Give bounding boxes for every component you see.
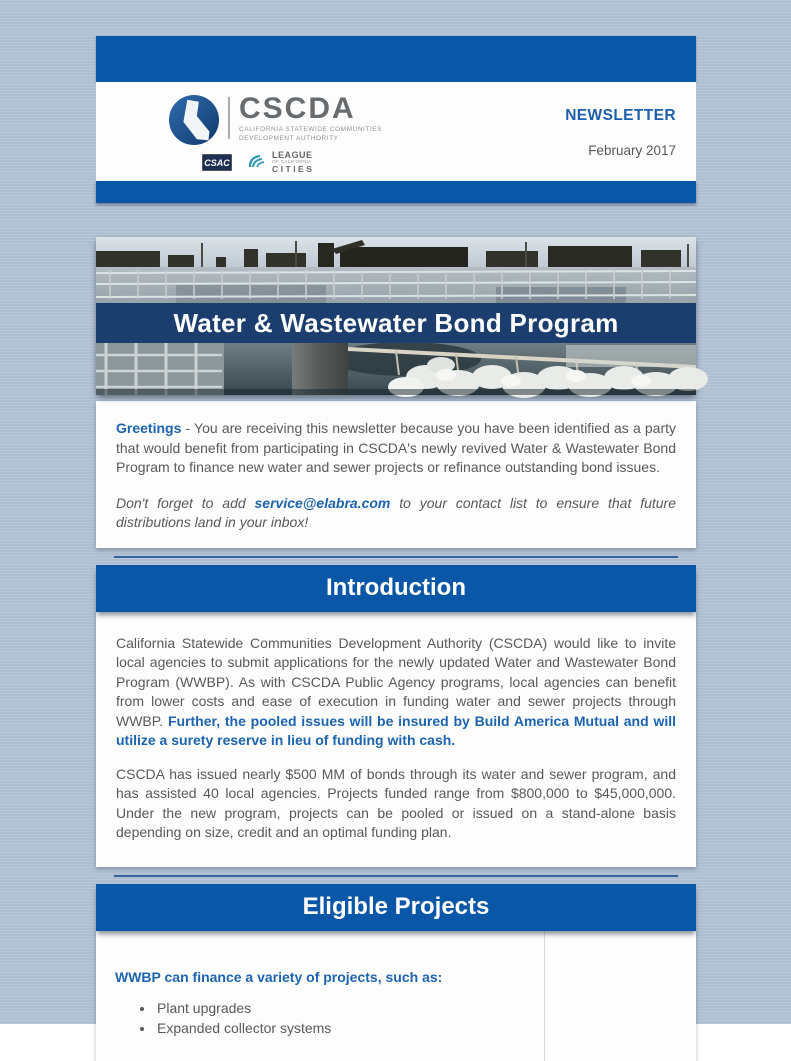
section-divider-1 [114, 556, 678, 558]
partner-logos [202, 151, 382, 174]
league-sublabel: OF CALIFORNIA [272, 159, 312, 165]
list-item: • Plant upgrades [155, 998, 520, 1018]
eligible-projects-banner [96, 884, 696, 931]
eligible-projects-body [96, 931, 696, 1061]
csac-logo: CSAC [202, 154, 232, 171]
header-top-bar [96, 36, 696, 82]
service-email-link[interactable]: service@elabra.com [254, 494, 391, 511]
league-cities-label: CITIES [272, 164, 315, 175]
greeting-section [96, 401, 696, 548]
newsletter-column [96, 36, 696, 1061]
brand-tagline-1: CALIFORNIA STATEWIDE COMMUNITIES [239, 126, 383, 133]
header-bottom-bar [96, 181, 696, 203]
reminder-text-pre: Don't forget to add [116, 494, 255, 511]
greeting-lead: Greetings [116, 420, 182, 436]
logo-divider [228, 97, 230, 139]
cscda-logo [168, 82, 382, 181]
header-section [96, 36, 696, 203]
introduction-body [96, 612, 696, 867]
greeting-text: - You are receiving this newsletter because you have been identified as a party that would benefit from participating in CSCDA's newly revived Water & Wastewater Bond Program to finance new water and sewer projects or refinance outstanding bond issues. [116, 420, 676, 475]
california-globe-icon [168, 94, 220, 146]
eligible-projects-left-column [96, 931, 545, 1061]
eligible-projects-heading: WWBP can finance a variety of projects, such as: [115, 968, 443, 985]
list-item: • Expanded collector systems [155, 1018, 520, 1038]
introduction-highlight: Further, the pooled issues will be insured by Build America Mutual and will utilize a surety reserve in lieu of funding with cash. [116, 712, 676, 748]
newsletter-label: NEWSLETTER [565, 107, 676, 124]
header-body [96, 82, 696, 181]
introduction-paragraph-2: CSCDA has issued nearly $500 MM of bonds through its water and sewer program, and has assisted 40 local agencies. Projects funded range from $800,000 to $45,000,000. Under the new program, projects can be pooled or issued on a stand-alone basis depending on size, credit and an optimal funding plan. [116, 765, 676, 840]
brand-name: CSCDA [239, 92, 356, 125]
introduction-title: Introduction [326, 574, 466, 601]
banner-title: Water & Wastewater Bond Program [173, 307, 619, 338]
eligible-projects-title: Eligible Projects [302, 893, 490, 920]
introduction-text: California Statewide Communities Development Authority (CSCDA) would like to invite local agencies to submit applications for the newly updated Water and Wastewater Bond Program (WWBP). As with CSCDA Public Agency programs, local agencies can benefit from lower costs and ease of execution in funding water and sewer projects through WWBP. [116, 634, 676, 729]
section-divider-2 [114, 875, 678, 877]
league-label: LEAGUE [272, 150, 313, 160]
league-of-california-cities-logo [248, 151, 314, 174]
introduction-paragraph-1 [116, 634, 676, 751]
issue-date: February 2017 [588, 143, 676, 158]
banner-title-band [96, 303, 696, 343]
league-waves-icon [248, 151, 268, 174]
brand-tagline-2: DEVELOPMENT AUTHORITY [239, 135, 339, 142]
eligible-projects-right-column [545, 931, 696, 1061]
wastewater-plant-photo [96, 237, 696, 395]
introduction-banner [96, 565, 696, 612]
greeting-paragraph [116, 419, 676, 478]
eligible-projects-list [115, 998, 520, 1038]
reminder-text-post: to your contact list to ensure that future distributions land in your inbox! [116, 494, 676, 530]
reminder-paragraph [116, 494, 676, 533]
